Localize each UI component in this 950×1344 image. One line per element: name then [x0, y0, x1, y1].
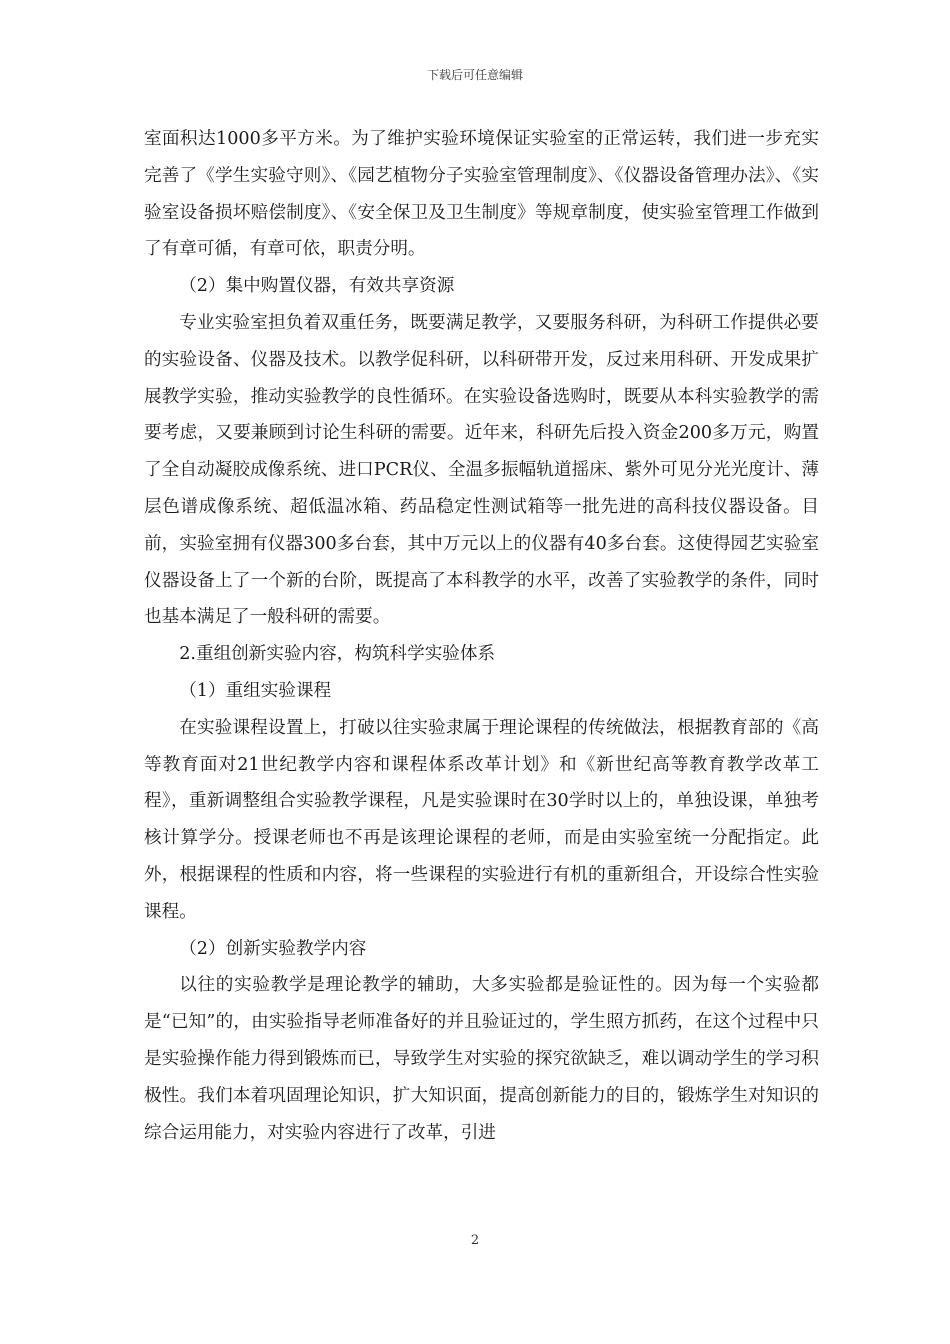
document-body: [144, 121, 819, 1151]
body-paragraph: 以往的实验教学是理论教学的辅助，大多实验都是验证性的。因为每一个实验都是“已知”的，由实验指导老师准备好的并且验证过的，学生照方抓药，在这个过程中只是实验操作能力得到锻炼而已，导致学生对实验的探究欲缺乏，难以调动学生的学习积极性。我们本着巩固理论知识，扩大知识面，提高创新能力的目的，锻炼学生对知识的综合运用能力，对实验内容进行了改革，引进: [144, 975, 819, 1143]
section-heading: 2.重组创新实验内容，构筑科学实验体系: [179, 644, 496, 665]
body-paragraph: 室面积达1000多平方米。为了维护实验环境保证实验室的正常运转，我们进一步充实完善了《学生实验守则》、《园艺植物分子实验室管理制度》、《仪器设备管理办法》、《实验室设备损坏赔偿制度》、《安全保卫及卫生制度》等规章制度，使实验室管理工作做到了有章可循，有章可依，职责分明。: [144, 129, 819, 260]
page-number: 2: [470, 1233, 480, 1248]
subheading: （1）重组实验课程: [179, 680, 332, 701]
body-paragraph: 专业实验室担负着双重任务，既要满足教学，又要服务科研，为科研工作提供必要的实验设备、仪器及技术。以教学促科研，以科研带开发，反过来用科研、开发成果扩展教学实验，推动实验教学的良性循环。在实验设备选购时，既要从本科实验教学的需要考虑，又要兼顾到讨论生科研的需要。近年来，科研先后投入资金200多万元，购置了全自动凝胶成像系统、进口PCR仪、全温多振幅轨道摇床、紫外可见分光光度计、薄层色谱成像系统、超低温冰箱、药品稳定性测试箱等一批先进的高科技仪器设备。目前，实验室拥有仪器300多台套，其中万元以上的仪器有40多台套。这使得园艺实验室仪器设备上了一个新的台阶，既提高了本科教学的水平，改善了实验教学的条件，同时也基本满足了一般科研的需要。: [144, 312, 819, 628]
subheading: （2）集中购置仪器，有效共享资源: [179, 276, 455, 297]
page-header: 下载后可任意编辑: [426, 68, 523, 82]
body-paragraph: 在实验课程设置上，打破以往实验隶属于理论课程的传统做法，根据教育部的《高等教育面对21世纪教学内容和课程体系改革计划》和《新世纪高等教育教学改革工程》，重新调整组合实验教学课程，凡是实验课时在30学时以上的，单独设课，单独考核计算学分。授课老师也不再是该理论课程的老师，而是由实验室统一分配指定。此外，根据课程的性质和内容，将一些课程的实验进行有机的重新组合，开设综合性实验课程。: [144, 717, 819, 922]
subheading: （2）创新实验教学内容: [179, 938, 367, 959]
